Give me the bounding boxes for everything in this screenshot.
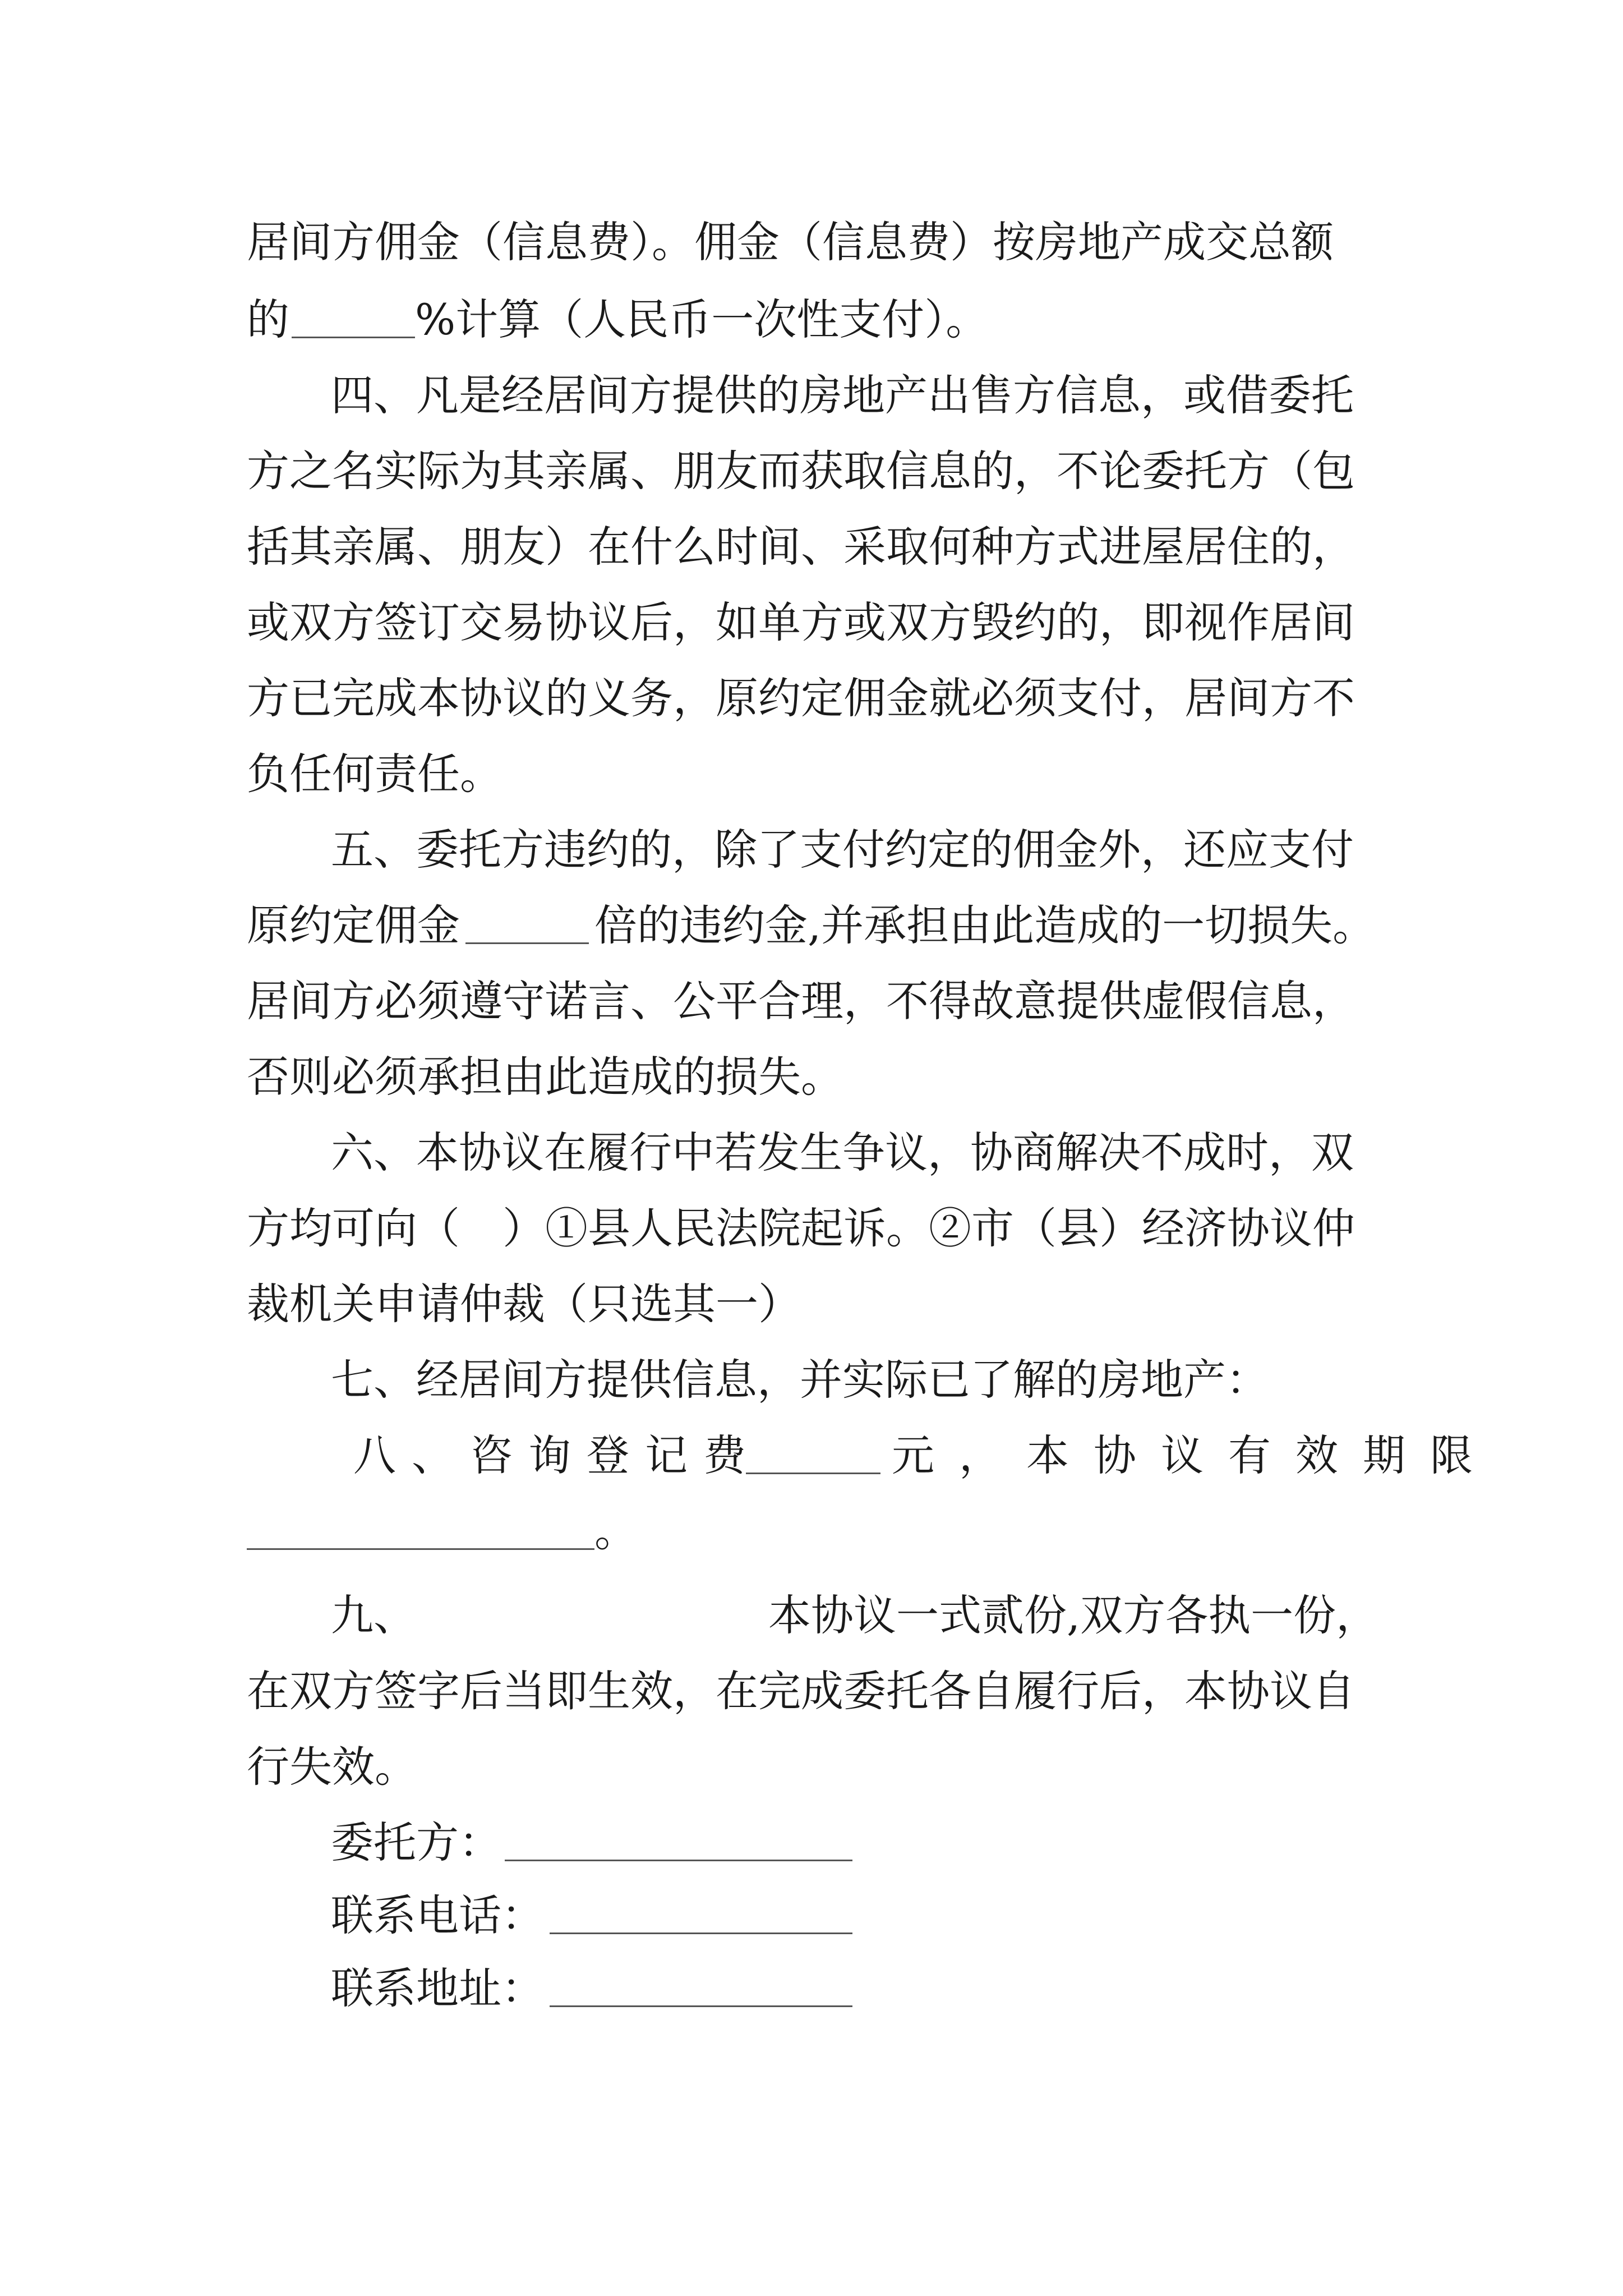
address-label: 联系地址： (331, 1963, 544, 2013)
paragraph-text: 七、经居间方提供信息，并实际已了解的房地产： (331, 1355, 1269, 1405)
paragraph-text: 负任何责任。 (247, 749, 502, 799)
paragraph-text: 否则必须承担由此造成的损失。 (247, 1052, 843, 1102)
validity-period-blank (247, 1509, 594, 1550)
phone-label: 联系电话： (331, 1890, 544, 1940)
paragraph-text: 。 (594, 1506, 637, 1556)
text-line (0, 367, 1623, 424)
paragraph-text: 行失效。 (247, 1742, 417, 1792)
paragraph-text: 居间方佣金（信息费）。佣金（信息费）按房地产成交总额 (247, 217, 1334, 267)
text-line (0, 1663, 1623, 1719)
signature-line-address (0, 1961, 1623, 2017)
paragraph-text: 四、凡是经居间方提供的房地产出售方信息，或借委托 (331, 370, 1354, 420)
paragraph-text: 裁机关申请仲裁（只选其一） (247, 1279, 801, 1329)
paragraph-text: 或双方签订交易协议后，如单方或双方毁约的，即视作居间 (247, 597, 1355, 647)
text-line (0, 1049, 1623, 1105)
registration-fee-blank (746, 1433, 880, 1474)
paragraph-text: 在双方签字后当即生效，在完成委托各自履行后，本协议自 (247, 1666, 1355, 1716)
principal-label: 委托方： (331, 1818, 501, 1867)
paragraph-text: 方已完成本协议的义务，原约定佣金就必须支付，居间方不 (247, 673, 1355, 723)
paragraph-text: 八、咨询登记费 (353, 1430, 762, 1480)
text-line (0, 1428, 1623, 1484)
paragraph-text: 原约定佣金 (247, 900, 460, 950)
address-blank (550, 1966, 852, 2007)
commission-rate-blank (292, 297, 415, 338)
text-line (0, 670, 1623, 726)
signature-line-principal (0, 1815, 1623, 1871)
paragraph-text: 方之名实际为其亲属、朋友而获取信息的，不论委托方（包 (247, 446, 1355, 496)
text-line (0, 1276, 1623, 1332)
text-line (0, 973, 1623, 1029)
phone-blank (550, 1893, 852, 1934)
text-line (0, 214, 1623, 270)
text-line (0, 443, 1623, 499)
text-line (0, 822, 1623, 878)
paragraph-text: 居间方必须遵守诺言、公平合理，不得故意提供虚假信息， (247, 976, 1355, 1026)
paragraph-text: 六、本协议在履行中若发生争议，协商解决不成时，双 (331, 1128, 1354, 1177)
paragraph-text: 九、 (331, 1590, 416, 1640)
paragraph-text: 本协议一式贰份,双方各执一份， (768, 1590, 1379, 1640)
text-line (0, 898, 1623, 954)
text-line (0, 746, 1623, 802)
text-line (0, 519, 1623, 575)
text-line (0, 1352, 1623, 1408)
text-line (0, 595, 1623, 651)
signature-line-phone (0, 1888, 1623, 1944)
text-line (0, 1739, 1623, 1795)
text-line (0, 1503, 1623, 1559)
text-line (0, 1200, 1623, 1257)
paragraph-text: %计算（人民币一次性支付）。 (415, 295, 989, 344)
penalty-multiple-blank (465, 903, 589, 944)
paragraph-text: 的 (247, 295, 289, 344)
paragraph-text: 五、委托方违约的，除了支付约定的佣金外，还应支付 (331, 825, 1354, 875)
principal-blank (505, 1820, 852, 1861)
text-line (0, 292, 1623, 348)
text-line (0, 1125, 1623, 1181)
paragraph-text: 方均可向（ ）①县人民法院起诉。②市（县）经济协议仲 (247, 1203, 1355, 1253)
text-line (0, 1588, 1623, 1644)
paragraph-text: 元，本协议有效期限 (892, 1430, 1497, 1480)
paragraph-text: 倍的违约金,并承担由此造成的一切损失。 (594, 900, 1376, 950)
paragraph-text: 括其亲属、朋友）在什么时间、采取何种方式进屋居住的， (247, 522, 1355, 572)
